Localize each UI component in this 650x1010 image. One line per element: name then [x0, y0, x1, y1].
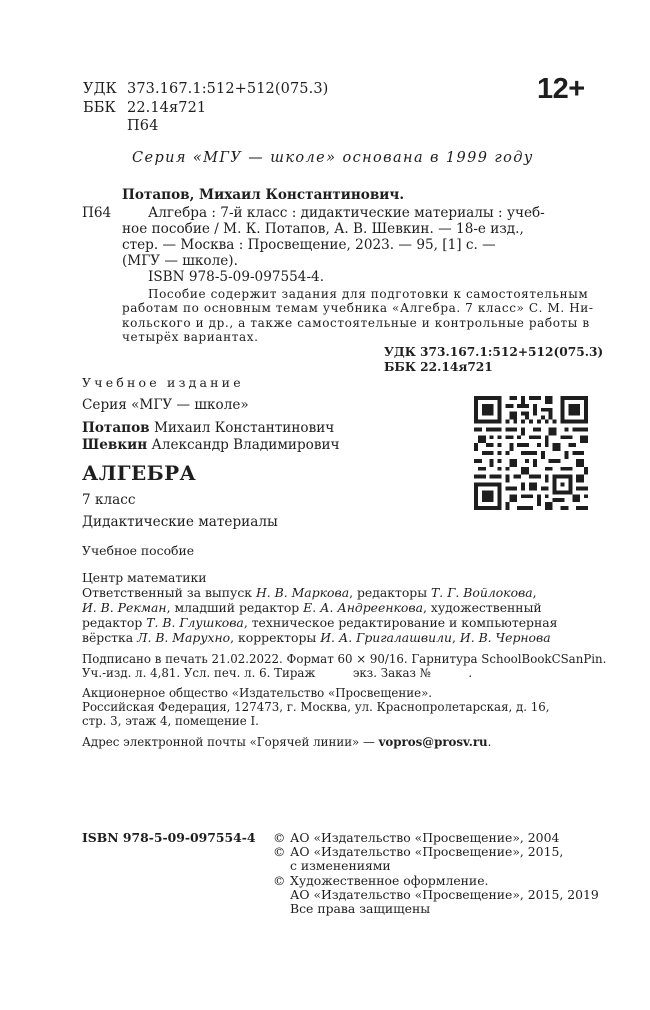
credits-text: , техническое редактирование и компьютерная — [243, 615, 558, 630]
subtitle: Дидактические материалы — [82, 514, 278, 530]
center: Центр математики — [82, 570, 207, 585]
copyright-entry-3 — [273, 874, 599, 917]
hotline-label: Адрес электронной почты «Горячей линии» — — [82, 735, 379, 749]
credits-name: И. А. Григалашвили — [320, 630, 452, 645]
catalog-line-1: Алгебра : 7-й класс : дидактические материалы : учеб- — [148, 205, 545, 221]
author-1-names: Михаил Константинович — [153, 420, 335, 436]
credits-name: И. В. Рекман — [82, 600, 167, 615]
age-rating-badge: 12+ — [537, 73, 585, 105]
author-mark: П64 — [127, 118, 159, 134]
catalog-mark: П64 — [82, 205, 112, 221]
credits-name: И. В. Чернова — [459, 630, 551, 645]
copyright-block — [273, 831, 599, 916]
credits-text: , редакторы — [349, 585, 432, 600]
abstract-line-1: Пособие содержит задания для подготовки к самостоятельным — [148, 287, 589, 301]
classification-codes — [83, 80, 328, 136]
credits-line-3 — [82, 616, 557, 631]
series-note: Серия «МГУ — школе» основана в 1999 году — [132, 150, 534, 166]
author-1 — [82, 420, 334, 437]
copyright-icon: © — [273, 844, 286, 860]
hotline-email-link[interactable]: vopros@prosv.ru — [378, 735, 488, 749]
catalog-bbk: ББК 22.14я721 — [384, 360, 493, 374]
credits-line-1 — [82, 586, 537, 601]
grade: 7 класс — [82, 492, 136, 508]
credits-text: редактор — [82, 615, 147, 630]
credits-line-2 — [82, 601, 542, 616]
book-type: Учебное пособие — [82, 543, 195, 558]
copyright-line: с изменениями — [290, 858, 391, 874]
author-mark-line — [83, 117, 328, 136]
copyright-line: АО «Издательство «Просвещение», 2015, — [290, 844, 564, 860]
catalog-heading: Потапов, Михаил Константинович. — [122, 187, 405, 203]
credits-name: Л. В. Марухно — [137, 630, 231, 645]
copyright-line: Художественное оформление. — [290, 872, 489, 888]
catalog-isbn: ISBN 978-5-09-097554-4. — [148, 269, 325, 285]
credits-text: , художественный — [422, 600, 542, 615]
bbk-label: ББК — [83, 99, 116, 116]
catalog-line-4: (МГУ — школе). — [122, 253, 238, 269]
book-title: АЛГЕБРА — [82, 461, 197, 485]
credits-name: Т. В. Глушкова — [146, 615, 244, 630]
copyright-line: АО «Издательство «Просвещение», 2004 — [290, 830, 560, 845]
catalog-line-2: ное пособие / М. К. Потапов, А. В. Шевкин. — 18-е изд., — [122, 221, 524, 237]
credits-text: , — [532, 585, 537, 600]
author-2-surname: Шевкин — [82, 437, 148, 453]
credits-name: Т. Г. Войлокова — [431, 585, 533, 600]
credits-line-4 — [82, 631, 551, 646]
credits-text: Ответственный за выпуск — [82, 585, 256, 600]
bbk-value: 22.14я721 — [127, 99, 207, 116]
copyright-line: Все права защищены — [290, 901, 431, 917]
hotline — [82, 735, 491, 750]
udk-label: УДК — [83, 81, 117, 97]
udk-line — [83, 80, 328, 99]
edition-type: Учебное издание — [82, 375, 244, 390]
print-info-1: Подписано в печать 21.02.2022. Формат 60 × 90/16. Гарнитура SchoolBookCSanPin. — [82, 652, 607, 666]
credits-name: Е. А. Андреенкова — [303, 600, 423, 615]
publisher-line-3: стр. 3, этаж 4, помещение I. — [82, 714, 259, 728]
publisher-line-1: Акционерное общество «Издательство «Просвещение». — [82, 686, 433, 700]
copyright-line: АО «Издательство «Просвещение», 2015, 2019 — [290, 886, 599, 902]
copyright-entry-2 — [273, 845, 599, 873]
catalog-codes — [384, 345, 603, 375]
publisher-line-2: Российская Федерация, 127473, г. Москва, ул. Краснопролетарская, д. 16, — [82, 700, 550, 714]
abstract-line-4: четырёх вариантах. — [122, 330, 259, 344]
qr-code-icon — [474, 396, 588, 510]
bbk-line — [83, 99, 328, 118]
credits-text: , младший редактор — [166, 600, 304, 615]
edition-series: Серия «МГУ — школе» — [82, 397, 249, 413]
abstract-line-2: работам по основным темам учебника «Алгебра. 7 класс» С. М. Ни- — [122, 301, 594, 315]
copyright-icon: © — [273, 872, 286, 888]
udk-value: 373.167.1:512+512(075.3) — [127, 81, 329, 97]
hotline-end: . — [487, 735, 492, 749]
author-1-surname: Потапов — [82, 420, 150, 436]
author-2-names: Александр Владимирович — [151, 437, 340, 453]
catalog-udk: УДК 373.167.1:512+512(075.3) — [384, 345, 604, 359]
print-info-2: Уч.-изд. л. 4,81. Усл. печ. л. 6. Тираж экз. Заказ № . — [82, 666, 473, 680]
author-2 — [82, 437, 340, 454]
abstract-line-3: кольского и др., а также самостоятельные и контрольные работы в — [122, 316, 590, 330]
copyright-icon: © — [273, 830, 286, 845]
credits-text: вёрстка — [82, 630, 138, 645]
credits-name: Н. В. Маркова — [255, 585, 350, 600]
footer-isbn: ISBN 978-5-09-097554-4 — [82, 830, 256, 845]
copyright-entry-1 — [273, 831, 599, 845]
credits-text: , корректоры — [230, 630, 321, 645]
catalog-line-3: стер. — Москва : Просвещение, 2023. — 95, [1] с. — — [122, 237, 496, 253]
credits-text: , — [452, 630, 460, 645]
